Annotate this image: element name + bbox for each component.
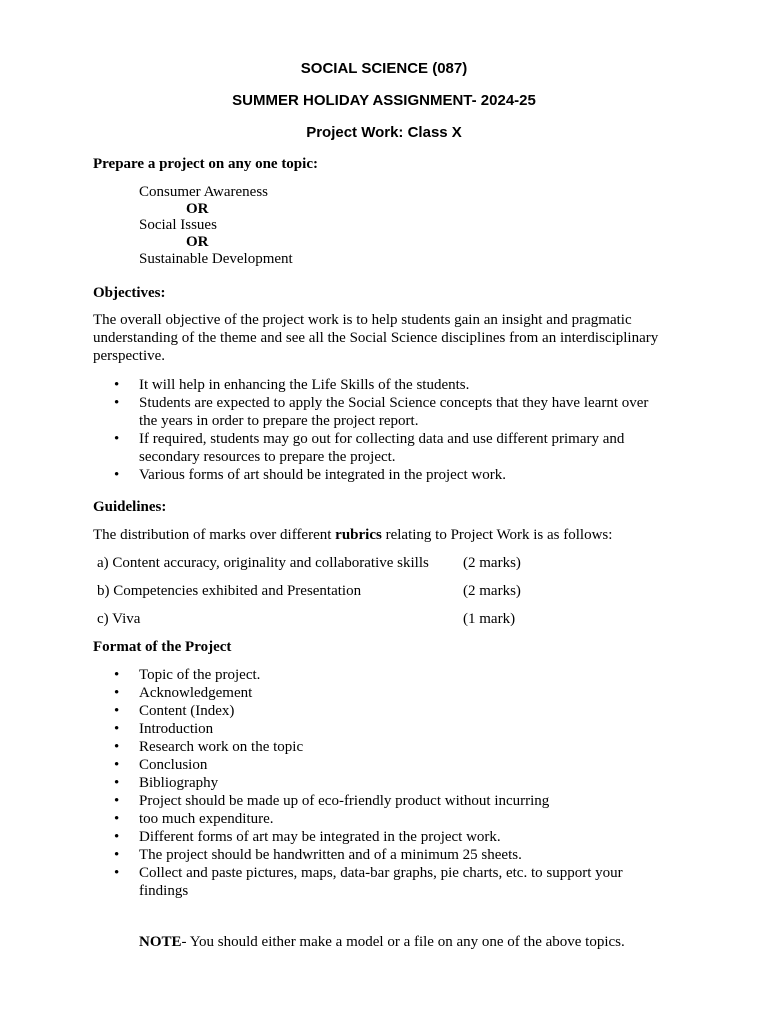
list-item [93,376,693,394]
rubric-label: b) Competencies exhibited and Presentation [97,583,362,599]
list-item [93,702,693,720]
item-line: • Introduction [139,721,214,737]
list-item [93,774,693,792]
intro-emphasis: rubrics [335,527,382,543]
topic-item: Sustainable Development [139,251,293,267]
item-line: • Acknowledgement [139,685,253,701]
rubric-label: c) Viva [97,611,141,627]
project-title: Project Work: Class X [306,124,462,141]
item-line: • Research work on the topic [139,739,304,755]
topic-item: Social Issues [139,217,217,233]
list-item [93,864,693,900]
list-item [93,846,693,864]
list-item [93,394,693,430]
list-item [93,738,693,756]
item-line: • Conclusion [139,757,208,773]
list-item [93,666,693,684]
rubric-marks: (2 marks) [463,555,521,571]
item-line: • Various forms of art should be integrated in the project work. [139,467,506,483]
paragraph-line: perspective. [93,348,166,364]
list-item [93,684,693,702]
objectives-list [93,376,693,484]
item-line: • Different forms of art may be integrated in the project work. [139,829,501,845]
item-line: • Collect and paste pictures, maps, data-bar graphs, pie charts, etc. to support your [139,865,623,881]
item-line: • Topic of the project. [139,667,261,683]
list-item [93,792,693,810]
list-item [93,828,693,846]
item-line: • Content (Index) [139,703,235,719]
topics-heading: Prepare a project on any one topic: [93,156,318,172]
objectives-paragraph [93,311,693,365]
rubric-label: a) Content accuracy, originality and collaborative skills [97,555,429,571]
intro-text: The distribution of marks over different [93,527,336,543]
list-item [93,430,693,466]
item-line: • The project should be handwritten and of a minimum 25 sheets. [139,847,522,863]
item-line: secondary resources to prepare the project. [139,449,396,465]
format-heading: Format of the Project [93,639,232,655]
list-item [93,720,693,738]
list-item [93,756,693,774]
paragraph-line: understanding of the theme and see all the Social Science disciplines from an interdisciplinary [93,330,659,346]
topic-item: Consumer Awareness [139,184,269,200]
item-line: • Students are expected to apply the Social Science concepts that they have learnt over [139,395,649,411]
format-list [93,666,693,900]
item-line: • Bibliography [139,775,219,791]
paragraph-line: The overall objective of the project work is to help students gain an insight and pragmatic [93,312,632,328]
assignment-title: SUMMER HOLIDAY ASSIGNMENT- 2024-25 [232,92,536,109]
intro-text: relating to Project Work is as follows: [381,527,613,543]
topic-separator: OR [186,234,209,250]
item-line: • It will help in enhancing the Life Skills of the students. [139,377,470,393]
item-line: findings [139,883,189,899]
rubric-marks: (2 marks) [463,583,521,599]
guidelines-heading: Guidelines: [93,499,167,515]
list-item [93,810,693,828]
note-text: - You should either make a model or a file on any one of the above topics. [181,934,625,950]
topic-separator: OR [186,201,209,217]
note [139,933,625,951]
item-line: • Project should be made up of eco-friendly product without incurring [139,793,550,809]
subject-title: SOCIAL SCIENCE (087) [300,60,468,77]
item-line: the years in order to prepare the project report. [139,413,419,429]
objectives-heading: Objectives: [93,285,166,301]
rubric-marks: (1 mark) [463,611,516,627]
guidelines-intro [93,526,612,544]
note-label: NOTE [139,934,182,950]
list-item [93,466,693,484]
item-line: • If required, students may go out for collecting data and use different primary and [139,431,625,447]
item-line: • too much expenditure. [139,811,274,827]
